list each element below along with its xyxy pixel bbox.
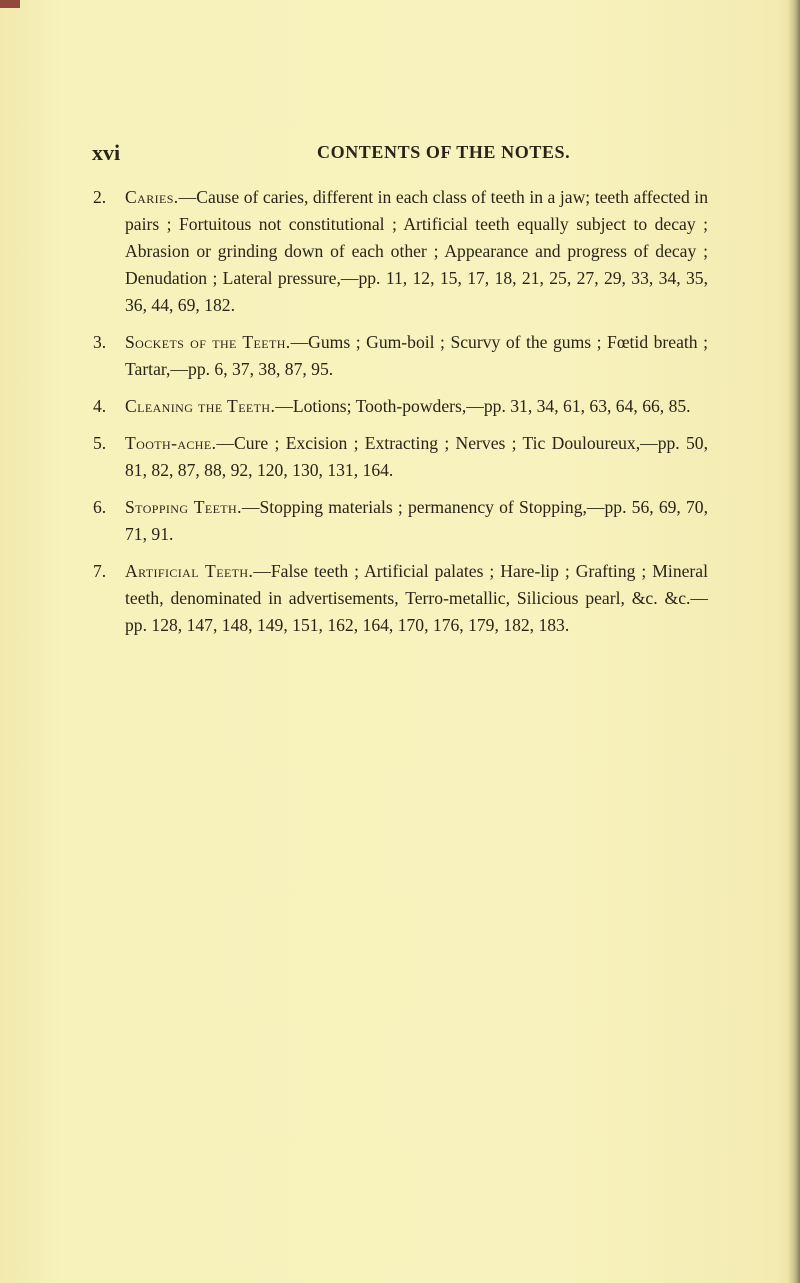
contents-entry-cleaning [93, 393, 708, 420]
contents-list [93, 184, 708, 649]
entry-title: Caries. [125, 187, 179, 207]
entry-number: 3. [93, 332, 107, 352]
entry-number: 4. [93, 396, 107, 416]
contents-entry-toothache [93, 430, 708, 484]
page-corner-mark [0, 0, 20, 8]
contents-entry-sockets [93, 329, 708, 383]
entry-text: —Stopping materials ; permanency of Stopping,—pp. 56, 69, 70, 71, 91. [125, 497, 708, 544]
entry-number: 2. [93, 187, 107, 207]
entry-text: —Cause of caries, different in each class of teeth in a jaw; teeth affected in pairs ; Fortuitous not constitutional ; Artificial teeth equally subject to decay ; Abrasion or grinding down of each other ; Appearance and progress of decay ; Denudation ; Lateral pressure,—pp. 11, 12, 15, 17, 18, 21, 25, 27, 29, 33, 34, 35, 36, 44, 69, 182. [125, 187, 708, 315]
entry-title: Tooth-ache. [125, 433, 217, 453]
contents-entry-artificial [93, 558, 708, 639]
running-title: CONTENTS OF THE NOTES. [317, 142, 571, 162]
contents-entry-stopping [93, 494, 708, 548]
entry-title: Sockets of the Teeth. [125, 332, 291, 352]
entry-text: —False teeth ; Artificial palates ; Hare-lip ; Grafting ; Mineral teeth, denominated in advertisements, Terro-metallic, Silicious pearl, &c. &c.—pp. 128, 147, 148, 149, 151, 162, 164, 170, 176, 179, 182, 183. [125, 561, 708, 635]
binding-edge [788, 0, 800, 1283]
entry-title: Stopping Teeth. [125, 497, 242, 517]
entry-number: 6. [93, 497, 107, 517]
entry-number: 7. [93, 561, 107, 581]
entry-text: —Gums ; Gum-boil ; Scurvy of the gums ; Fœtid breath ; Tartar,—pp. 6, 37, 38, 87, 95. [125, 332, 708, 379]
contents-entry-caries [93, 184, 708, 319]
page-number: xvi [92, 140, 121, 165]
page-header [92, 140, 712, 170]
entry-text: —Cure ; Excision ; Extracting ; Nerves ; Tic Douloureux,—pp. 50, 81, 82, 87, 88, 92, 120, 130, 131, 164. [125, 433, 708, 480]
entry-text: —Lotions; Tooth-powders,—pp. 31, 34, 61, 63, 64, 66, 85. [275, 396, 691, 416]
entry-number: 5. [93, 433, 107, 453]
entry-title: Cleaning the Teeth. [125, 396, 276, 416]
entry-title: Artificial Teeth. [125, 561, 254, 581]
